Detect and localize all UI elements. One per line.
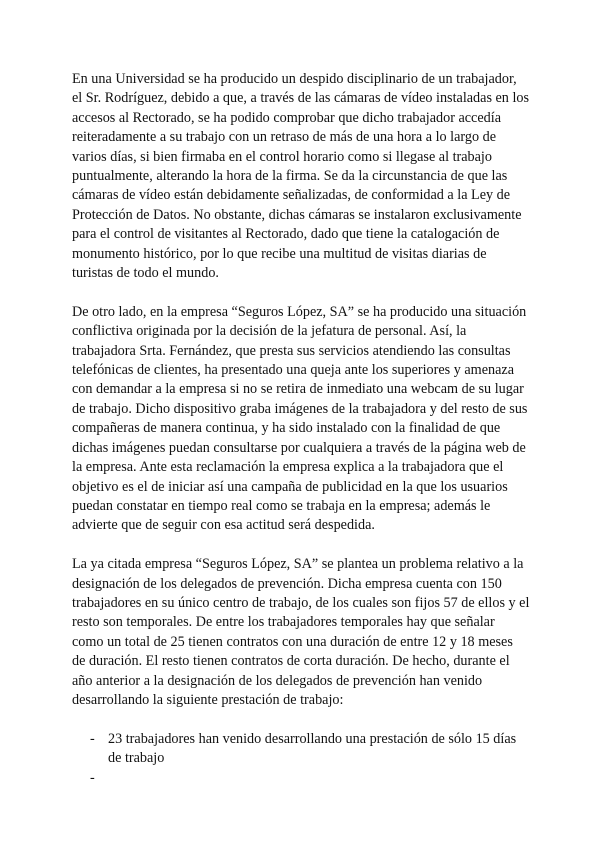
text-line: como un total de 25 tienen contratos con una duración de entre 12 y 18 meses bbox=[72, 633, 513, 650]
list-item bbox=[72, 730, 532, 769]
list-item-text-line bbox=[108, 769, 532, 788]
text-line: desarrollando la siguiente prestación de trabajo: bbox=[72, 691, 344, 708]
list-item-text-line: 23 trabajadores han venido desarrollando una prestación de sólo 15 días bbox=[108, 730, 517, 747]
text-line: el Sr. Rodríguez, debido a que, a través de las cámaras de vídeo instaladas en los bbox=[72, 90, 530, 107]
text-line: La ya citada empresa “Seguros López, SA” se plantea un problema relativo a la bbox=[72, 556, 524, 573]
text-line: puedan constatar en tiempo real como se trabaja en la empresa; además le bbox=[72, 497, 491, 514]
text-line: de duración. El resto tienen contratos de corta duración. De hecho, durante el bbox=[72, 653, 510, 670]
text-line: compañeras de manera continua, y ha sido instalado con la finalidad de que bbox=[72, 420, 501, 437]
text-line: De otro lado, en la empresa “Seguros López, SA” se ha producido una situación bbox=[72, 303, 527, 320]
text-line: Protección de Datos. No obstante, dichas cámaras se instalaron exclusivamente bbox=[72, 206, 522, 223]
text-line: cámaras de vídeo están debidamente señalizadas, de conformidad a la Ley de bbox=[72, 187, 511, 204]
text-line: resto son temporales. De entre los trabajadores temporales hay que señalar bbox=[72, 614, 495, 631]
paragraph-university-case bbox=[72, 70, 532, 283]
paragraph-webcam-case bbox=[72, 303, 532, 536]
text-line: advierte que de seguir con esa actitud será despedida. bbox=[72, 517, 375, 534]
text-line: para el control de visitantes al Rectorado, dado que tiene la catalogación de bbox=[72, 226, 500, 243]
text-line: conflictiva originada por la decisión de la jefatura de personal. Así, la bbox=[72, 323, 467, 340]
paragraph-prevention-delegates bbox=[72, 555, 532, 710]
text-line: trabajadora Srta. Fernández, que presta sus servicios atendiendo las consultas bbox=[72, 342, 511, 359]
list-item-text-line: de trabajo bbox=[108, 750, 165, 767]
text-line: varios días, si bien firmaba en el control horario como si llegase al trabajo bbox=[72, 148, 492, 165]
text-line: de trabajo. Dicho dispositivo graba imágenes de la trabajadora y del resto de sus bbox=[72, 400, 528, 417]
dash-list bbox=[72, 730, 532, 788]
text-line: telefónicas de clientes, ha presentado una queja ante los superiores y amenaza bbox=[72, 362, 514, 379]
text-line: En una Universidad se ha producido un despido disciplinario de un trabajador, bbox=[72, 71, 517, 87]
text-line: dichas imágenes puedan consultarse por cualquiera a través de la página web de bbox=[72, 439, 526, 456]
text-line: año anterior a la designación de los delegados de prevención han venido bbox=[72, 672, 483, 689]
text-line: puntualmente, alterando la hora de la firma. Se da la circunstancia de que las bbox=[72, 168, 508, 185]
dash-bullet-icon: - bbox=[90, 769, 95, 786]
document-body bbox=[72, 70, 532, 788]
dash-bullet-icon: - bbox=[90, 730, 95, 747]
text-line: objetivo es el de iniciar así una campaña de publicidad en la que los usuarios bbox=[72, 478, 508, 495]
text-line: reiteradamente a su trabajo con un retraso de más de una hora a lo largo de bbox=[72, 129, 497, 146]
list-item-empty bbox=[72, 769, 532, 788]
text-line: monumento histórico, por lo que recibe una multitud de visitas diarias de bbox=[72, 245, 487, 262]
text-line: turistas de todo el mundo. bbox=[72, 265, 219, 282]
text-line: accesos al Rectorado, se ha podido comprobar que dicho trabajador accedía bbox=[72, 109, 501, 126]
text-line: la empresa. Ante esta reclamación la empresa explica a la trabajadora que el bbox=[72, 459, 504, 476]
text-line: con demandar a la empresa si no se retira de inmediato una webcam de su lugar bbox=[72, 381, 524, 398]
text-line: designación de los delegados de prevención. Dicha empresa cuenta con 150 bbox=[72, 575, 502, 592]
text-line: trabajadores en su único centro de trabajo, de los cuales son fijos 57 de ellos y el bbox=[72, 594, 530, 611]
